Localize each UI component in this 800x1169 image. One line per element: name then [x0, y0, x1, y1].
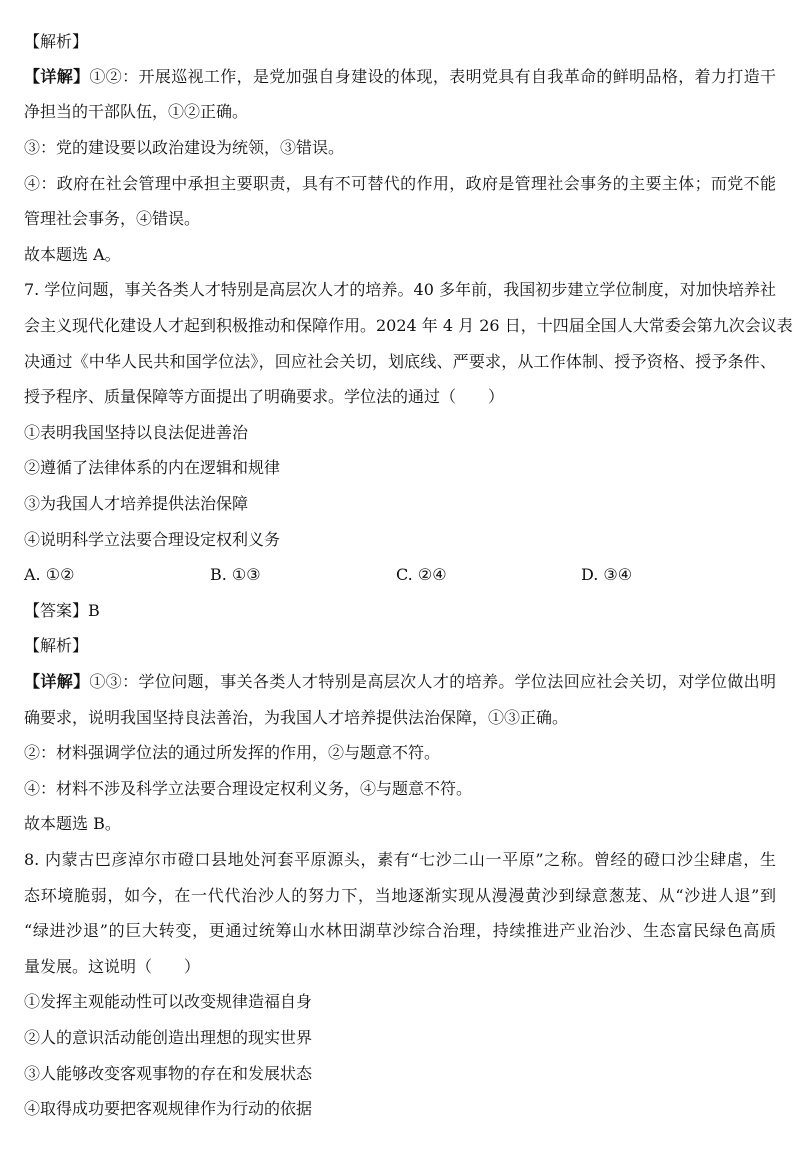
analysis-point: ④：材料不涉及科学立法要合理设定权利义务，④与题意不符。: [24, 779, 473, 798]
detail-paragraph-line: [24, 671, 776, 693]
option-d: D. ③④: [581, 565, 633, 584]
question-7-stem: 决通过《中华人民共和国学位法》，回应社会关切，划底线、严要求，从工作体制、授予资格、授予条件、: [24, 352, 776, 371]
detail-paragraph-line: [24, 66, 776, 88]
question-8-stem: 8. 内蒙古巴彦淖尔市磴口县地处河套平原源头，素有“七沙二山一平原”之称。曾经的磴口沙尘肆虐，生: [24, 850, 776, 869]
answer: 【答案】B: [24, 601, 100, 620]
option-b: B. ①③: [210, 565, 261, 584]
conclusion: 故本题选 B。: [24, 814, 121, 833]
question-7-statement: ②遵循了法律体系的内在逻辑和规律: [24, 458, 281, 477]
question-8-stem: 态环境脆弱，如今，在一代代治沙人的努力下，当地逐渐实现从漫漫黄沙到绿意葱茏、从“沙进人退”到: [24, 886, 776, 905]
question-7-statement: ①表明我国坚持以良法促进善治: [24, 423, 249, 442]
question-8-statement: ②人的意识活动能创造出理想的现实世界: [24, 1028, 313, 1047]
question-7-stem: 会主义现代化建设人才起到积极推动和保障作用。2024 年 4 月 26 日，十四届全国人大常委会第九次会议表: [24, 316, 793, 335]
detail-text: ①②：开展巡视工作，是党加强自身建设的体现，表明党具有自我革命的鲜明品格，着力打造干: [89, 67, 776, 86]
question-8-statement: ④取得成功要把客观规律作为行动的依据: [24, 1099, 313, 1118]
question-8-stem: 量发展。这说明（ ）: [24, 957, 201, 976]
analysis-point: ②：材料强调学位法的通过所发挥的作用，②与题意不符。: [24, 743, 441, 762]
question-8-statement: ①发挥主观能动性可以改变规律造福自身: [24, 992, 313, 1011]
question-7-statement: ③为我国人才培养提供法治保障: [24, 494, 249, 513]
question-7-statement: ④说明科学立法要合理设定权利义务: [24, 530, 281, 549]
detail-text: ①③：学位问题，事关各类人才特别是高层次人才的培养。学位法回应社会关切，对学位做出明: [89, 672, 776, 691]
option-a: A. ①②: [24, 565, 75, 584]
conclusion: 故本题选 A。: [24, 245, 121, 264]
analysis-point: ③：党的建设要以政治建设为统领，③错误。: [24, 138, 345, 157]
detail-tag: 【详解】: [24, 672, 90, 691]
question-8-statement: ③人能够改变客观事物的存在和发展状态: [24, 1064, 313, 1083]
question-8-stem: “绿进沙退”的巨大转变，更通过统筹山水林田湖草沙综合治理，持续推进产业治沙、生态富民绿色高质: [24, 921, 776, 940]
option-c: C. ②④: [396, 565, 447, 584]
analysis-point: 管理社会事务，④错误。: [24, 209, 201, 228]
detail-paragraph-line: 确要求，说明我国坚持良法善治，为我国人才培养提供法治保障，①③正确。: [24, 708, 569, 727]
analysis-label: 【解析】: [24, 636, 89, 655]
analysis-label: 【解析】: [24, 32, 89, 51]
detail-paragraph-line: 净担当的干部队伍，①②正确。: [24, 102, 249, 121]
question-7-stem: 7. 学位问题，事关各类人才特别是高层次人才的培养。40 多年前，我国初步建立学位制度，对加快培养社: [24, 280, 776, 299]
analysis-point: ④：政府在社会管理中承担主要职责，具有不可替代的作用，政府是管理社会事务的主要主体；而党不能: [24, 174, 776, 193]
detail-tag: 【详解】: [24, 67, 90, 86]
question-7-stem: 授予程序、质量保障等方面提出了明确要求。学位法的通过（ ）: [24, 387, 505, 406]
